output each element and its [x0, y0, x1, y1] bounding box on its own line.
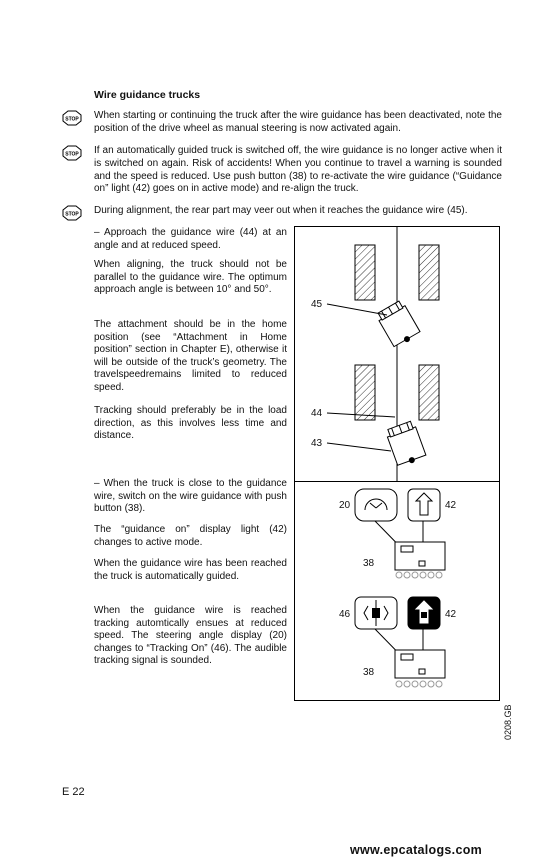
button-row	[396, 681, 442, 687]
label-44: 44	[311, 408, 323, 419]
aisle-diagram	[294, 226, 500, 483]
step-approach: – Approach the guidance wire (44) at an angle and at reduced speed.	[94, 227, 287, 251]
para-wire-reached: When the guidance wire has been reached the truck is automatically guided.	[94, 558, 287, 582]
label-42-active: 42	[445, 609, 457, 620]
truck-upper	[376, 300, 422, 350]
label-46: 46	[339, 609, 351, 620]
truck-lower	[385, 420, 427, 468]
stop-sign-icon	[62, 205, 82, 221]
label-43: 43	[311, 438, 323, 449]
push-button-38	[419, 669, 425, 674]
leader-43	[327, 443, 391, 451]
para-tracking: Tracking should preferably be in the load direction, as this involves less time and distance.	[94, 405, 287, 442]
stop-sign-icon	[62, 145, 82, 161]
rack-upper-left	[355, 245, 375, 300]
para-aligning: When aligning, the truck should not be parallel to the guidance wire. The optimum approach angle is between 10° and 50°.	[94, 259, 287, 296]
label-45: 45	[311, 299, 323, 310]
leader-45	[327, 304, 387, 315]
label-38: 38	[363, 558, 375, 569]
stop-sign-text: STOP	[65, 116, 79, 123]
stop-sign-text: STOP	[65, 211, 79, 218]
para-tracking-on: When the guidance wire is reached tracking automtically ensues at reduced speed. The steering angle display (20) changes to “Tracking On” (46). The audible tracking signal is sounded.	[94, 605, 287, 667]
label-20: 20	[339, 500, 351, 511]
warning-text-3: During alignment, the rear part may veer out when it reaches the guidance wire (45).	[94, 205, 468, 216]
para-attachment: The attachment should be in the home position (see “Attachment in Home position” section in Chapter E), otherwise it will be outside of the truck’s geometry. The travelspeedremains limited to reduced speed.	[94, 319, 287, 393]
steering-angle-display	[355, 489, 397, 521]
document-id: 0208.GB	[503, 704, 513, 740]
page-number: E 22	[62, 786, 85, 798]
step-switch-on: – When the truck is close to the guidance wire, switch on the wire guidance with push button (38).	[94, 478, 287, 515]
rack-lower-left	[355, 365, 375, 420]
display-panel-diagram	[294, 481, 500, 701]
guidance-on-light	[408, 489, 440, 521]
rack-upper-right	[419, 245, 439, 300]
label-42: 42	[445, 500, 457, 511]
website-watermark: www.epcatalogs.com	[350, 843, 483, 857]
rack-lower-right	[419, 365, 439, 420]
warning-text-1: When starting or continuing the truck after the wire guidance has been deactivated, note the position of the drive wheel as manual steering is now activated again.	[94, 110, 502, 134]
stop-sign-text: STOP	[65, 151, 79, 158]
warning-text-2: If an automatically guided truck is switched off, the wire guidance is no longer active when it is switched on again. Risk of accidents! When you continue to travel a warning is sounded and the speed is reduced. Use push button (38) to re-activate the wire guidance (“Guidance on” light (42) goes on in active mode) and re-align the truck.	[94, 145, 502, 195]
stop-sign-icon	[62, 110, 82, 126]
section-heading: Wire guidance trucks	[94, 89, 201, 101]
push-button-38	[419, 561, 425, 566]
label-38: 38	[363, 667, 375, 678]
para-guidance-on: The “guidance on” display light (42) changes to active mode.	[94, 524, 287, 548]
button-row	[396, 572, 442, 578]
